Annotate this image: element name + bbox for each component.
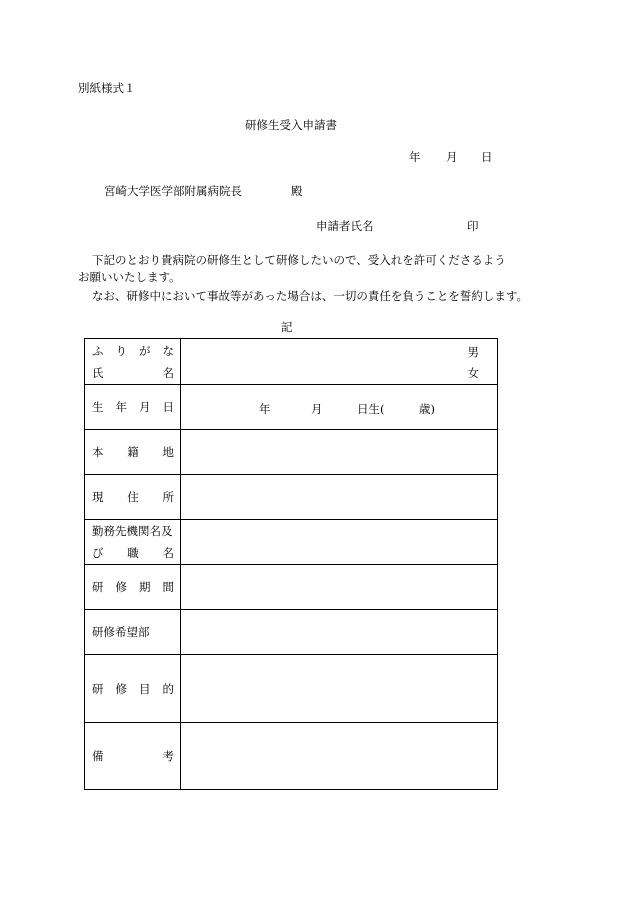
- request-paragraph-line2: お願いいたします。: [78, 270, 181, 284]
- applicant-name-label: 申請者氏名: [316, 219, 374, 233]
- name-label: [85, 362, 180, 384]
- birth-year-label: 年: [259, 402, 271, 416]
- gender-female-option[interactable]: 女: [467, 366, 479, 380]
- purpose-char: 的: [162, 681, 174, 696]
- birth-day-label: 日生(: [357, 402, 385, 416]
- birthdate-label: [85, 396, 180, 418]
- furigana-char: り: [115, 343, 127, 358]
- name-label-cell: [85, 339, 181, 385]
- workplace-char: 名: [162, 546, 174, 560]
- workplace-char: 職: [127, 546, 139, 560]
- birthdate-char: 生: [92, 400, 104, 414]
- address-label: [85, 486, 180, 508]
- addressee: 宮崎大学医学部附属病院長: [104, 184, 242, 198]
- period-char: 期: [139, 580, 151, 594]
- table-row-period: [85, 565, 498, 610]
- purpose-char: 目: [139, 681, 151, 696]
- notes-label-cell: [85, 723, 181, 790]
- address-char: 現: [92, 490, 104, 504]
- domicile-char: 本: [92, 445, 104, 459]
- table-row-notes: [85, 723, 498, 790]
- period-char: 修: [115, 580, 127, 594]
- address-char: 住: [127, 490, 139, 504]
- table-row-name: [85, 339, 498, 385]
- gender-male-option[interactable]: 男: [467, 345, 479, 359]
- period-char: 間: [162, 580, 174, 594]
- name-value-cell[interactable]: [181, 339, 498, 385]
- ki-heading: 記: [281, 320, 293, 334]
- furigana-label: [85, 340, 180, 362]
- notes-value-cell[interactable]: [181, 723, 498, 790]
- department-label: 研修希望部: [92, 625, 150, 639]
- form-number-label: 別紙様式１: [78, 81, 136, 95]
- purpose-label-cell: [85, 655, 181, 723]
- address-char: 所: [162, 490, 174, 504]
- period-label: [85, 576, 180, 598]
- purpose-char: 修: [115, 681, 127, 696]
- birthdate-char: 日: [162, 400, 174, 414]
- notes-label: [85, 745, 180, 767]
- table-row-domicile: [85, 430, 498, 475]
- name-char: 氏: [92, 365, 104, 380]
- period-char: 研: [92, 580, 104, 594]
- birth-month-label: 月: [311, 402, 323, 416]
- age-label: 歳): [419, 402, 435, 416]
- department-value-cell[interactable]: [181, 610, 498, 655]
- birthdate-label-cell: [85, 385, 181, 430]
- birthdate-char: 年: [115, 400, 127, 414]
- period-value-cell[interactable]: [181, 565, 498, 610]
- furigana-char: が: [139, 343, 151, 358]
- notes-char: 備: [92, 749, 104, 763]
- application-form-table: [84, 338, 498, 790]
- furigana-char: ふ: [92, 343, 104, 358]
- domicile-label-cell: [85, 430, 181, 475]
- domicile-char: 地: [162, 445, 174, 459]
- address-value-cell[interactable]: [181, 475, 498, 520]
- purpose-label: [85, 678, 180, 700]
- address-label-cell: [85, 475, 181, 520]
- workplace-label-line1: 勤務先機関名及: [92, 524, 173, 538]
- pledge-paragraph: なお、研修中において事故等があった場合は、一切の責任を負うことを誓約します。: [92, 289, 528, 303]
- name-char: 名: [162, 365, 174, 380]
- request-paragraph-line1: 下記のとおり貴病院の研修生として研修したいので、受入れを許可くださるよう: [92, 253, 506, 267]
- domicile-value-cell[interactable]: [181, 430, 498, 475]
- notes-char: 考: [162, 749, 174, 763]
- workplace-label-cell: [85, 520, 181, 565]
- domicile-char: 籍: [127, 445, 139, 459]
- workplace-label-line2: [85, 542, 180, 564]
- purpose-value-cell[interactable]: [181, 655, 498, 723]
- table-row-workplace: [85, 520, 498, 565]
- date-day-label: 日: [481, 150, 493, 164]
- seal-mark: 印: [467, 219, 479, 233]
- birthdate-value-cell[interactable]: [181, 385, 498, 430]
- period-label-cell: [85, 565, 181, 610]
- table-row-birthdate: [85, 385, 498, 430]
- table-row-address: [85, 475, 498, 520]
- table-row-purpose: [85, 655, 498, 723]
- date-year-label: 年: [409, 150, 421, 164]
- workplace-value-cell[interactable]: [181, 520, 498, 565]
- purpose-char: 研: [92, 681, 104, 696]
- workplace-char: び: [92, 546, 104, 560]
- document-title: 研修生受入申請書: [245, 118, 337, 132]
- honorific: 殿: [291, 184, 303, 198]
- department-label-cell: [85, 610, 181, 655]
- furigana-char: な: [162, 343, 174, 358]
- table-row-department: [85, 610, 498, 655]
- birthdate-char: 月: [139, 400, 151, 414]
- domicile-label: [85, 441, 180, 463]
- date-month-label: 月: [446, 150, 458, 164]
